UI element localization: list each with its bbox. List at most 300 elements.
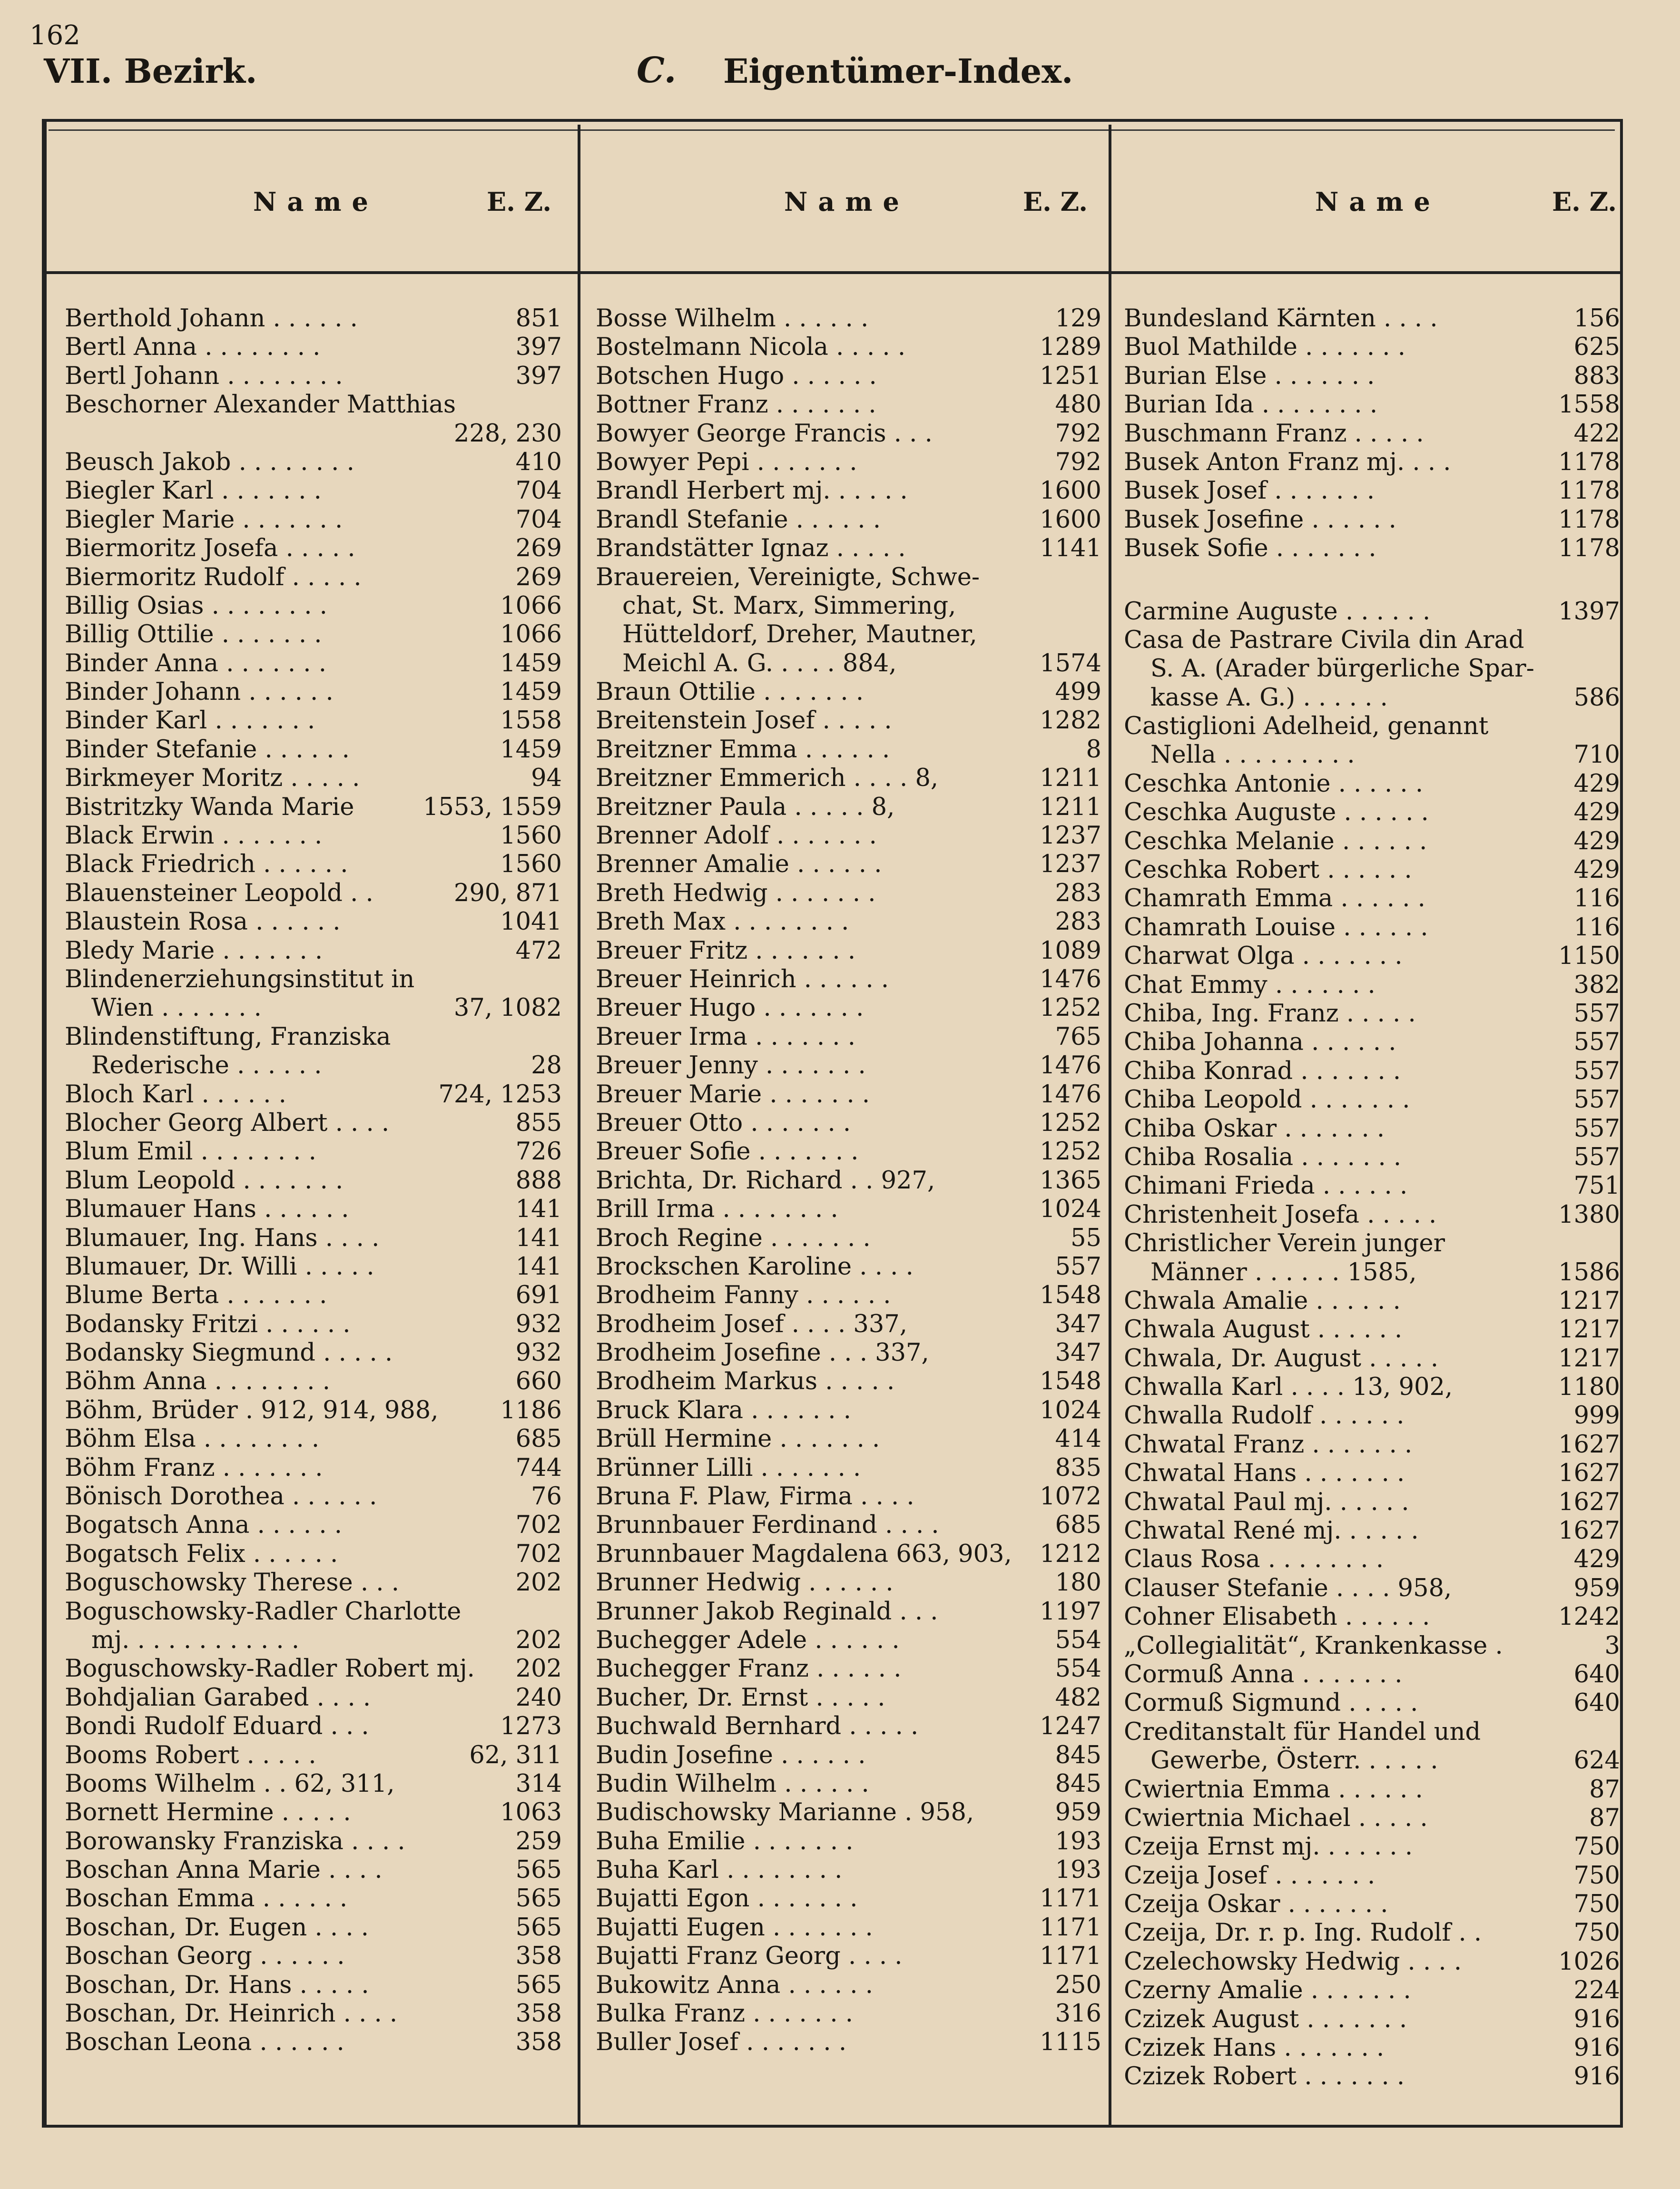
entry-ez: 269 [511, 534, 562, 563]
index-entry [1124, 1402, 1620, 1430]
index-entry [596, 477, 1101, 505]
entry-name: Brandstätter Ignaz . . . . . [596, 534, 906, 563]
column-header-ez: E. Z. [1552, 187, 1617, 217]
column-header-name: Name [784, 187, 910, 217]
index-entry [596, 1569, 1101, 1597]
entry-name: Blumauer Hans . . . . . . [65, 1195, 349, 1224]
entry-ez: 1600 [1035, 506, 1101, 534]
entry-ez: 1024 [1035, 1396, 1101, 1425]
entry-ez: 1627 [1553, 1459, 1620, 1488]
entry-name: Brockschen Karoline . . . . [596, 1252, 914, 1281]
index-entry [596, 850, 1101, 879]
index-entry [1124, 884, 1620, 913]
entry-ez: 1558 [495, 707, 562, 735]
entry-name: Blumauer, Ing. Hans . . . . [65, 1224, 380, 1252]
entry-name: Blum Emil . . . . . . . . [65, 1138, 316, 1166]
entry-name: Billig Ottilie . . . . . . . [65, 620, 322, 649]
index-entry [65, 1885, 562, 1913]
entry-ez: 414 [1051, 1425, 1101, 1453]
index-entry [596, 736, 1101, 764]
entry-name: Binder Karl . . . . . . . [65, 707, 315, 735]
header-rule [47, 271, 1623, 274]
index-entry [1124, 1632, 1620, 1660]
entry-ez: 250 [1051, 1971, 1101, 2000]
entry-ez: 1560 [495, 822, 562, 850]
entry-ez: 480 [1051, 391, 1101, 419]
entry-ez: 1171 [1035, 1914, 1101, 1942]
index-entry [65, 362, 562, 391]
entry-name: Czizek Hans . . . . . . . [1124, 2034, 1385, 2062]
index-entry [65, 1626, 562, 1655]
entry-ez: 1548 [1035, 1281, 1101, 1310]
entry-name: chat, St. Marx, Simmering, [622, 591, 956, 620]
entry-ez: 565 [511, 1914, 562, 1942]
entry-name: Czeija Oskar . . . . . . . [1124, 1890, 1388, 1919]
index-entry [596, 448, 1101, 477]
index-entry [65, 1310, 562, 1339]
entry-name: Breuer Heinrich . . . . . . [596, 965, 889, 993]
entry-name: Charwat Olga . . . . . . . [1124, 942, 1403, 971]
entry-name: Breuer Sofie . . . . . . . [596, 1138, 859, 1166]
entry-name: Budin Wilhelm . . . . . . [596, 1769, 869, 1798]
index-entry [1124, 913, 1620, 942]
inner-frame-line [49, 129, 1615, 131]
entry-ez: 724, 1253 [433, 1080, 562, 1109]
entry-name: Breuer Marie . . . . . . . [596, 1080, 870, 1109]
entry-ez: 116 [1569, 913, 1620, 942]
index-entry [1124, 1201, 1620, 1229]
entry-name: Bertl Johann . . . . . . . . [65, 362, 343, 390]
entry-name: Bodansky Siegmund . . . . . [65, 1339, 393, 1367]
entry-ez: 565 [511, 1971, 562, 2000]
entry-name: Boguschowsky-Radler Robert mj. [65, 1655, 475, 1683]
entry-ez: 624 [1569, 1747, 1620, 1775]
index-entry [1124, 942, 1620, 971]
entry-ez: 1476 [1035, 1051, 1101, 1080]
entry-name: Casa de Pastrare Civila din Arad [1124, 626, 1524, 654]
entry-ez: 1459 [495, 736, 562, 764]
entry-ez: 141 [511, 1195, 562, 1224]
index-entry [596, 793, 1101, 822]
entry-ez: 499 [1051, 678, 1101, 707]
index-entry [65, 333, 562, 362]
entry-ez: 855 [511, 1109, 562, 1138]
index-column-3 [1124, 304, 1620, 2093]
entry-name: Bohdjalian Garabed . . . . [65, 1683, 371, 1712]
entry-name: Rederische . . . . . . [91, 1051, 322, 1080]
entry-name: Brüll Hermine . . . . . . . [596, 1425, 880, 1453]
index-entry [65, 994, 562, 1022]
index-entry [65, 908, 562, 936]
entry-name: Buha Emilie . . . . . . . [596, 1827, 854, 1855]
entry-name: Böhm, Brüder . 912, 914, 988, [65, 1396, 439, 1424]
entry-name: kasse A. G.) . . . . . . [1150, 683, 1388, 712]
index-entry [1124, 391, 1620, 419]
section-letter: C. [637, 50, 677, 91]
entry-name: Bertl Anna . . . . . . . . [65, 333, 321, 362]
index-entry [596, 965, 1101, 994]
entry-ez: 1560 [495, 850, 562, 879]
entry-ez: 1211 [1035, 764, 1101, 793]
entry-name: Buchegger Franz . . . . . . [596, 1655, 902, 1683]
entry-ez: 1066 [495, 592, 562, 620]
entry-name: Brill Irma . . . . . . . . [596, 1195, 838, 1224]
index-entry [65, 1741, 562, 1770]
entry-ez: 660 [511, 1367, 562, 1396]
page-number: 162 [29, 20, 80, 51]
entry-name: Chwatal René mj. . . . . . [1124, 1517, 1419, 1545]
entry-name: Chwatal Paul mj. . . . . . [1124, 1488, 1409, 1516]
entry-ez: 557 [1569, 1115, 1620, 1143]
entry-name: Breitzner Emma . . . . . . [596, 735, 890, 764]
entry-name: Brunnbauer Magdalena 663, 903, [596, 1540, 1012, 1568]
entry-ez: 999 [1569, 1402, 1620, 1430]
entry-name: Blaustein Rosa . . . . . . [65, 908, 341, 936]
entry-name: Boschan, Dr. Heinrich . . . . [65, 2000, 398, 2028]
entry-name: Ceschka Antonie . . . . . . [1124, 769, 1424, 798]
index-entry [596, 1655, 1101, 1683]
index-entry [65, 937, 562, 965]
column-header-name: Name [253, 187, 379, 217]
entry-ez: 932 [511, 1310, 562, 1339]
index-entry [596, 1396, 1101, 1425]
index-entry [65, 304, 562, 333]
entry-ez: 1252 [1035, 1138, 1101, 1166]
entry-name: Czerny Amalie . . . . . . . [1124, 1976, 1411, 2005]
entry-name: Bondi Rudolf Eduard . . . [65, 1712, 369, 1741]
index-entry [596, 1454, 1101, 1482]
index-entry [1124, 1459, 1620, 1488]
index-entry [596, 391, 1101, 419]
entry-name: Binder Johann . . . . . . [65, 678, 334, 707]
entry-name: Czeija Ernst mj. . . . . . . [1124, 1833, 1413, 1861]
entry-name: Brenner Amalie . . . . . . [596, 850, 882, 879]
index-entry [596, 937, 1101, 965]
index-entry [65, 1798, 562, 1827]
index-entry [596, 649, 1101, 678]
entry-name: Chwalla Rudolf . . . . . . [1124, 1402, 1405, 1430]
entry-ez: 792 [1051, 448, 1101, 477]
entry-name: Booms Wilhelm . . 62, 311, [65, 1769, 395, 1798]
index-entry [596, 1224, 1101, 1253]
index-entry [596, 1367, 1101, 1396]
entry-name: Berthold Johann . . . . . . [65, 304, 358, 333]
index-entry [1124, 655, 1620, 683]
entry-ez: 141 [511, 1224, 562, 1253]
entry-name: Bosse Wilhelm . . . . . . [596, 304, 869, 333]
entry-ez: 116 [1569, 884, 1620, 913]
entry-name: Burian Ida . . . . . . . . [1124, 391, 1378, 419]
entry-ez: 557 [1569, 1086, 1620, 1114]
entry-ez: 1171 [1035, 1885, 1101, 1913]
entry-name: Brichta, Dr. Richard . . 927, [596, 1166, 935, 1195]
index-entry [65, 822, 562, 850]
entry-ez: 1558 [1553, 391, 1620, 419]
index-entry [1124, 1028, 1620, 1057]
index-entry [596, 908, 1101, 936]
index-entry [65, 1655, 562, 1683]
index-entry [596, 2028, 1101, 2057]
entry-name: Bostelmann Nicola . . . . . [596, 333, 906, 362]
entry-name: Bistritzky Wanda Marie [65, 793, 354, 821]
entry-ez: 28 [526, 1051, 562, 1080]
entry-ez: 883 [1569, 362, 1620, 391]
entry-name: Brunner Hedwig . . . . . . [596, 1569, 894, 1597]
entry-name: Bucher, Dr. Ernst . . . . . [596, 1683, 885, 1712]
entry-ez: 1066 [495, 620, 562, 649]
entry-ez: 1041 [495, 908, 562, 936]
index-entry [1124, 1603, 1620, 1631]
entry-ez: 916 [1569, 2062, 1620, 2091]
index-entry [1124, 1948, 1620, 1976]
index-entry [596, 534, 1101, 563]
entry-name: Chwalla Karl . . . . 13, 902, [1124, 1373, 1453, 1402]
entry-ez: 193 [1051, 1856, 1101, 1885]
index-entry [65, 1138, 562, 1166]
entry-ez: 482 [1051, 1684, 1101, 1712]
entry-name: Bujatti Egon . . . . . . . [596, 1885, 858, 1913]
entry-ez: 141 [511, 1253, 562, 1281]
entry-ez: 1586 [1553, 1258, 1620, 1287]
index-entry [65, 1971, 562, 2000]
entry-ez: 1252 [1035, 994, 1101, 1022]
entry-name: Breuer Irma . . . . . . . [596, 1022, 855, 1051]
entry-ez: 959 [1051, 1798, 1101, 1827]
index-entry [65, 1339, 562, 1367]
entry-name: Chat Emmy . . . . . . . [1124, 971, 1375, 999]
index-entry [1124, 770, 1620, 798]
index-entry [596, 1885, 1101, 1913]
entry-name: Buchegger Adele . . . . . . [596, 1626, 900, 1654]
index-entry [1124, 534, 1620, 563]
index-entry [596, 1827, 1101, 1856]
index-entry [65, 506, 562, 534]
entry-name: Binder Anna . . . . . . . [65, 649, 326, 677]
entry-name: Czeija, Dr. r. p. Ing. Rudolf . . [1124, 1919, 1482, 1947]
entry-ez: 1178 [1553, 534, 1620, 563]
index-entry [596, 1339, 1101, 1367]
entry-ez: 1178 [1553, 448, 1620, 477]
entry-name: Breitenstein Josef . . . . . [596, 707, 892, 735]
index-entry [1124, 2005, 1620, 2034]
entry-name: Nella . . . . . . . . . [1150, 741, 1355, 769]
entry-name: Gewerbe, Österr. . . . . . [1150, 1747, 1438, 1775]
entry-ez: 224 [1569, 1976, 1620, 2005]
entry-name: Bledy Marie . . . . . . . [65, 936, 323, 965]
index-entry [65, 736, 562, 764]
district-heading: VII. Bezirk. [44, 51, 257, 91]
index-entry [596, 304, 1101, 333]
entry-name: Buol Mathilde . . . . . . . [1124, 333, 1405, 362]
entry-name: Boschan Georg . . . . . . [65, 1942, 345, 1971]
entry-ez: 1553, 1559 [418, 793, 562, 822]
index-entry [596, 1684, 1101, 1712]
entry-ez: 726 [511, 1138, 562, 1166]
index-entry [596, 1080, 1101, 1109]
index-entry [65, 1281, 562, 1310]
entry-ez: 959 [1569, 1574, 1620, 1603]
column-divider [1109, 125, 1111, 2125]
index-entry [1124, 1976, 1620, 2005]
entry-ez: 193 [1051, 1827, 1101, 1856]
entry-name: Cormuß Anna . . . . . . . [1124, 1660, 1403, 1688]
entry-ez: 557 [1569, 1000, 1620, 1028]
index-entry [596, 1138, 1101, 1166]
index-entry [65, 879, 562, 908]
index-entry [1124, 1315, 1620, 1344]
entry-ez: 691 [511, 1281, 562, 1310]
entry-name: Christlicher Verein junger [1124, 1229, 1445, 1258]
entry-ez: 557 [1051, 1253, 1101, 1281]
index-entry [1124, 971, 1620, 1000]
entry-ez: 1212 [1035, 1540, 1101, 1569]
entry-name: Beusch Jakob . . . . . . . . [65, 448, 354, 476]
entry-name: Boschan, Dr. Hans . . . . . [65, 1971, 369, 1999]
entry-name: Boschan Emma . . . . . . [65, 1885, 348, 1913]
entry-ez: 269 [511, 563, 562, 592]
entry-ez: 382 [1569, 971, 1620, 1000]
entry-name: Brandl Herbert mj. . . . . . [596, 477, 908, 505]
index-entry [596, 1281, 1101, 1310]
entry-ez: 314 [511, 1770, 562, 1798]
entry-ez: 640 [1569, 1689, 1620, 1718]
entry-ez: 1476 [1035, 1080, 1101, 1109]
entry-name: Bogatsch Felix . . . . . . [65, 1540, 338, 1568]
index-entry [65, 1109, 562, 1138]
entry-ez: 202 [511, 1569, 562, 1597]
index-entry [65, 1712, 562, 1741]
index-entry [1124, 2034, 1620, 2062]
index-entry [65, 1023, 562, 1051]
entry-ez: 1217 [1553, 1315, 1620, 1344]
entry-ez: 429 [1569, 1545, 1620, 1574]
entry-name: Chiba, Ing. Franz . . . . . [1124, 999, 1416, 1028]
entry-name: Black Erwin . . . . . . . [65, 822, 323, 850]
entry-ez: 1237 [1035, 822, 1101, 850]
entry-name: Bönisch Dorothea . . . . . . [65, 1482, 377, 1511]
entry-name: Bruck Klara . . . . . . . [596, 1396, 851, 1424]
entry-name: Blauensteiner Leopold . . [65, 879, 373, 907]
index-entry [1124, 626, 1620, 655]
entry-name: Cormuß Sigmund . . . . . [1124, 1689, 1418, 1718]
entry-ez: 702 [511, 1540, 562, 1569]
index-entry [1124, 1660, 1620, 1689]
entry-name: Blum Leopold . . . . . . . [65, 1166, 344, 1195]
index-entry [596, 1023, 1101, 1051]
entry-name: Boguschowsky Therese . . . [65, 1569, 399, 1597]
index-entry [1124, 798, 1620, 827]
entry-name: Breuer Otto . . . . . . . [596, 1109, 851, 1137]
entry-ez: 1252 [1035, 1109, 1101, 1138]
entry-ez: 640 [1569, 1660, 1620, 1689]
entry-ez: 1217 [1553, 1345, 1620, 1373]
index-entry [65, 1396, 562, 1425]
entry-name: Blindenerziehungsinstitut in [65, 965, 415, 993]
entry-name: Czizek August . . . . . . . [1124, 2005, 1407, 2033]
index-entry [596, 1971, 1101, 2000]
entry-ez: 557 [1569, 1143, 1620, 1172]
entry-name: Brodheim Markus . . . . . [596, 1367, 895, 1396]
index-entry [1124, 448, 1620, 477]
entry-name: Claus Rosa . . . . . . . . [1124, 1545, 1384, 1574]
index-entry [65, 1511, 562, 1540]
entry-ez: 55 [1066, 1224, 1101, 1253]
index-entry [65, 592, 562, 620]
index-entry [596, 592, 1101, 620]
entry-name: Budischowsky Marianne . 958, [596, 1798, 974, 1827]
index-entry [596, 1540, 1101, 1569]
entry-name: Brodheim Fanny . . . . . . [596, 1281, 891, 1310]
index-entry [1124, 1229, 1620, 1258]
entry-ez: 1178 [1553, 477, 1620, 505]
entry-ez: 1186 [495, 1396, 562, 1425]
entry-ez: 76 [526, 1482, 562, 1511]
index-entry [65, 850, 562, 879]
entry-ez: 259 [511, 1827, 562, 1856]
entry-ez: 1178 [1553, 506, 1620, 534]
entry-name: Bulka Franz . . . . . . . [596, 2000, 854, 2028]
index-entry [596, 1253, 1101, 1281]
index-entry [65, 1942, 562, 1971]
entry-name: Birkmeyer Moritz . . . . . [65, 764, 360, 793]
index-entry [596, 620, 1101, 649]
column-header-ez: E. Z. [1023, 187, 1088, 217]
entry-name: Beschorner Alexander Matthias [65, 391, 456, 419]
index-entry [596, 1109, 1101, 1138]
entry-ez: 1282 [1035, 707, 1101, 735]
entry-ez: 290, 871 [449, 879, 562, 908]
index-entry [65, 678, 562, 707]
index-entry [1124, 1747, 1620, 1775]
entry-ez: 1627 [1553, 1431, 1620, 1459]
index-entry [1124, 1086, 1620, 1114]
index-entry [596, 506, 1101, 534]
entry-name: Cohner Elisabeth . . . . . . [1124, 1603, 1430, 1631]
index-entry [1124, 1919, 1620, 1947]
entry-ez: 625 [1569, 333, 1620, 362]
index-entry [65, 1770, 562, 1798]
entry-ez: 1476 [1035, 965, 1101, 994]
entry-ez: 1397 [1553, 598, 1620, 626]
index-entry [1124, 1258, 1620, 1287]
entry-ez: 87 [1584, 1804, 1620, 1833]
entry-name: Braun Ottilie . . . . . . . [596, 678, 864, 707]
entry-ez: 62, 311 [464, 1741, 562, 1770]
entry-name: Czelechowsky Hedwig . . . . [1124, 1947, 1462, 1976]
entry-ez: 704 [511, 477, 562, 505]
index-entry [65, 448, 562, 477]
index-entry [596, 994, 1101, 1022]
index-entry [596, 1598, 1101, 1626]
index-entry [1124, 1517, 1620, 1545]
entry-name: Breuer Jenny . . . . . . . [596, 1051, 866, 1080]
entry-name: Bottner Franz . . . . . . . [596, 391, 876, 419]
entry-ez: 1072 [1035, 1482, 1101, 1511]
index-entry [65, 1454, 562, 1482]
entry-name: Buchwald Bernhard . . . . . [596, 1712, 919, 1741]
entry-name: Chiba Oskar . . . . . . . [1124, 1114, 1385, 1143]
index-entry [65, 793, 562, 822]
entry-name: Chwala August . . . . . . [1124, 1315, 1403, 1344]
entry-ez: 429 [1569, 827, 1620, 856]
entry-ez: 685 [511, 1425, 562, 1453]
entry-name: Breitzner Emmerich . . . . 8, [596, 764, 939, 793]
entry-name: Blume Berta . . . . . . . [65, 1281, 327, 1310]
entry-ez: 565 [511, 1885, 562, 1913]
entry-ez: 1548 [1035, 1367, 1101, 1396]
entry-name: Boschan, Dr. Eugen . . . . [65, 1913, 369, 1942]
index-entry [65, 1684, 562, 1712]
